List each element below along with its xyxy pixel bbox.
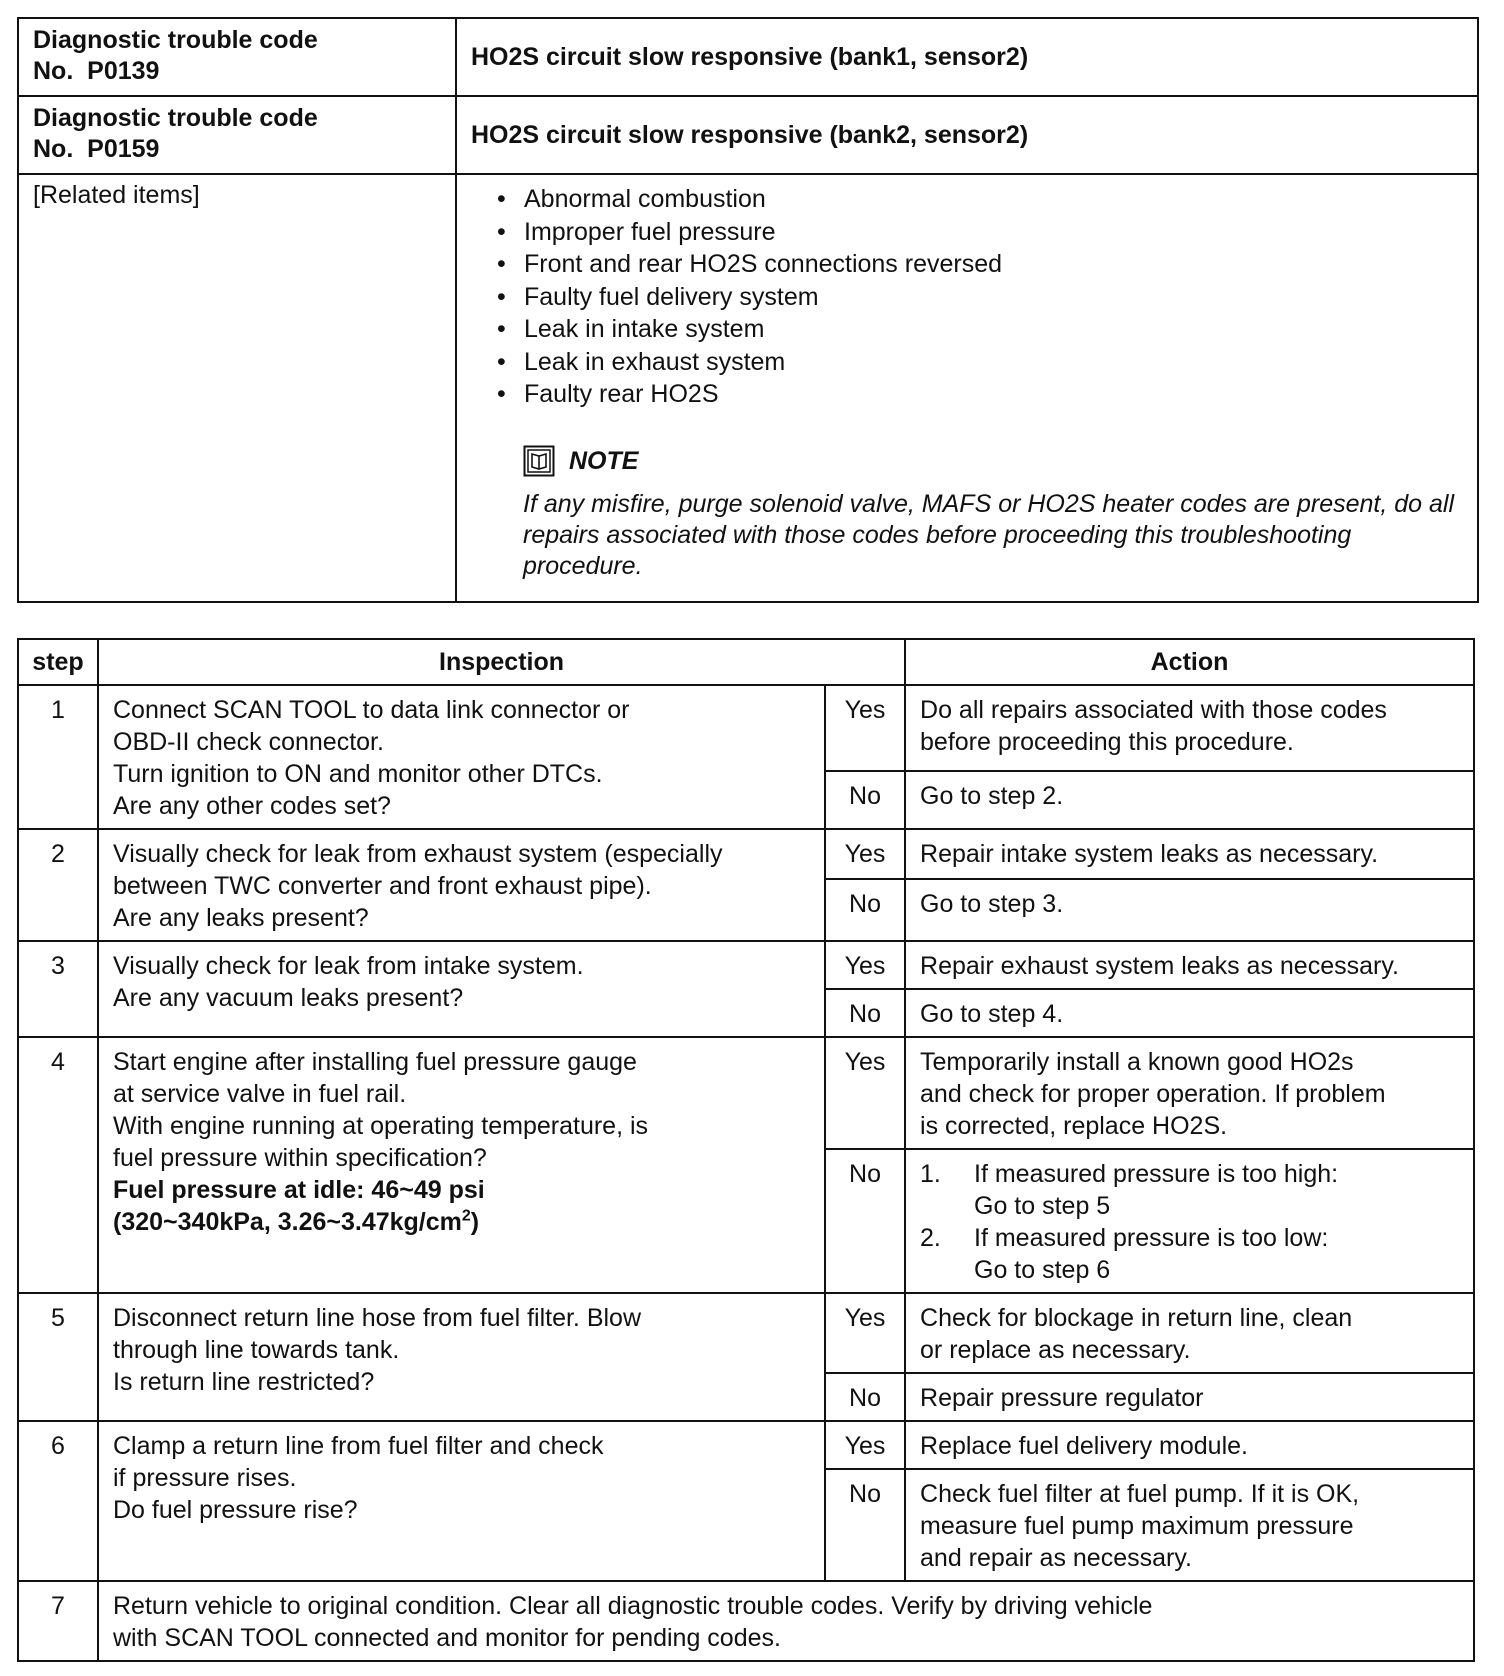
inspection-line: Do fuel pressure rise?	[113, 1496, 358, 1524]
action-line: If measured pressure is too high:	[974, 1160, 1339, 1188]
list-item	[920, 1158, 1459, 1222]
action-line: Repair intake system leaks as necessary.	[920, 840, 1379, 868]
note-title: NOTE	[569, 446, 639, 475]
list-item	[920, 1222, 1459, 1286]
dtc-code-label	[18, 96, 456, 174]
action-line: Temporarily install a known good HO2s	[920, 1048, 1354, 1076]
dtc-code-title: HO2S circuit slow responsive (bank2, sensor2)	[456, 96, 1478, 174]
related-item: • Improper fuel pressure	[495, 216, 1463, 249]
header-inspection: Inspection	[98, 639, 905, 685]
yes-action	[905, 941, 1474, 989]
inspection-line: fuel pressure within specification?	[113, 1144, 487, 1172]
step-inspection	[98, 1293, 825, 1421]
yes-label: Yes	[825, 1293, 905, 1373]
step-inspection	[98, 685, 825, 829]
action-line: or replace as necessary.	[920, 1336, 1191, 1364]
no-label: No	[825, 1373, 905, 1421]
step-inspection	[98, 941, 825, 1037]
manual-book-icon	[523, 445, 555, 477]
related-items-row	[18, 174, 1478, 602]
yes-action	[905, 1037, 1474, 1149]
dtc-header-table	[17, 17, 1479, 603]
list-item-text	[974, 1222, 1328, 1286]
step-number: 6	[18, 1421, 98, 1581]
no-label: No	[825, 1149, 905, 1293]
inspection-line: through line towards tank.	[113, 1336, 400, 1364]
header-step: step	[18, 639, 98, 685]
dtc-code-label-line1: Diagnostic trouble code	[33, 26, 318, 54]
action-line: Go to step 3.	[920, 889, 1064, 918]
spec-units-text: (320~340kPa, 3.26~3.47kg/cm	[113, 1208, 462, 1236]
dtc-code-number: No. P0139	[33, 57, 160, 85]
no-action	[905, 771, 1474, 829]
no-label: No	[825, 989, 905, 1037]
inspection-line: Are any vacuum leaks present?	[113, 984, 464, 1012]
action-line: Repair pressure regulator	[920, 1384, 1204, 1412]
inspection-line: at service valve in fuel rail.	[113, 1080, 407, 1108]
related-items-cell	[456, 174, 1478, 602]
action-line: Check for blockage in return line, clean	[920, 1304, 1353, 1332]
action-line: before proceeding this procedure.	[920, 728, 1294, 756]
step-number: 2	[18, 829, 98, 941]
note-text: If any misfire, purge solenoid valve, MAFS or HO2S heater codes are present, do all repairs associated with those codes before proceeding this troubleshooting procedure.	[523, 489, 1455, 580]
step-inspection	[98, 1421, 825, 1581]
fuel-pressure-spec-units	[113, 1206, 810, 1238]
no-action-list	[920, 1158, 1459, 1286]
related-item: • Front and rear HO2S connections reversed	[495, 248, 1463, 281]
action-line: is corrected, replace HO2S.	[920, 1112, 1228, 1140]
step-number: 4	[18, 1037, 98, 1293]
dtc-code-title: HO2S circuit slow responsive (bank1, sensor2)	[456, 18, 1478, 96]
action-line: and repair as necessary.	[920, 1544, 1192, 1572]
related-item: • Leak in exhaust system	[495, 346, 1463, 379]
fuel-pressure-spec: Fuel pressure at idle: 46~49 psi	[113, 1176, 485, 1204]
header-action: Action	[905, 639, 1474, 685]
no-action	[905, 879, 1474, 941]
related-items-list	[495, 183, 1463, 411]
yes-action	[905, 1421, 1474, 1469]
inspection-line: with SCAN TOOL connected and monitor for pending codes.	[113, 1624, 781, 1652]
no-action	[905, 989, 1474, 1037]
inspection-line: Connect SCAN TOOL to data link connector or	[113, 696, 630, 724]
list-item-number: 1.	[920, 1160, 941, 1188]
related-item: • Faulty rear HO2S	[495, 378, 1463, 411]
action-line: Repair exhaust system leaks as necessary.	[920, 952, 1399, 980]
action-line: Go to step 4.	[920, 1000, 1064, 1028]
spec-superscript: 2	[461, 1207, 471, 1225]
list-item-text	[974, 1158, 1338, 1222]
step-row-3-yes	[18, 941, 1474, 989]
step-row-5-yes	[18, 1293, 1474, 1373]
step-number: 3	[18, 941, 98, 1037]
yes-action	[905, 685, 1474, 771]
no-action	[905, 1373, 1474, 1421]
spec-close-paren: )	[470, 1208, 480, 1236]
note-header	[523, 445, 1463, 477]
related-item: • Abnormal combustion	[495, 183, 1463, 216]
inspection-line: OBD-II check connector.	[113, 728, 384, 756]
dtc-code-label	[18, 18, 456, 96]
step-number: 1	[18, 685, 98, 829]
inspection-line: Clamp a return line from fuel filter and check	[113, 1432, 604, 1460]
action-line: Check fuel filter at fuel pump. If it is OK,	[920, 1480, 1360, 1508]
action-line: Do all repairs associated with those codes	[920, 696, 1387, 724]
yes-label: Yes	[825, 1037, 905, 1149]
step-row-1-yes	[18, 685, 1474, 771]
related-item: • Leak in intake system	[495, 313, 1463, 346]
related-items-label: [Related items]	[18, 174, 456, 602]
inspection-line: Disconnect return line hose from fuel filter. Blow	[113, 1304, 642, 1332]
troubleshooting-steps-table	[17, 638, 1475, 1662]
action-line: Go to step 5	[974, 1192, 1111, 1220]
dtc-row-p0139	[18, 18, 1478, 96]
step-inspection	[98, 1581, 1474, 1661]
step-row-6-yes	[18, 1421, 1474, 1469]
yes-label: Yes	[825, 941, 905, 989]
yes-label: Yes	[825, 685, 905, 771]
step-number: 7	[18, 1581, 98, 1661]
inspection-line: Visually check for leak from exhaust system (especially	[113, 840, 723, 868]
dtc-code-label-line1: Diagnostic trouble code	[33, 104, 318, 132]
inspection-line: Return vehicle to original condition. Clear all diagnostic trouble codes. Verify by driving vehicle	[113, 1592, 1153, 1620]
action-line: Go to step 6	[974, 1256, 1111, 1284]
table-header-row	[18, 639, 1474, 685]
no-action	[905, 1469, 1474, 1581]
inspection-line: Is return line restricted?	[113, 1368, 375, 1396]
inspection-line: Are any other codes set?	[113, 792, 391, 820]
inspection-line: between TWC converter and front exhaust pipe).	[113, 872, 652, 900]
step-row-4-yes	[18, 1037, 1474, 1149]
inspection-line: if pressure rises.	[113, 1464, 297, 1492]
inspection-line: Start engine after installing fuel pressure gauge	[113, 1048, 637, 1076]
inspection-line: Turn ignition to ON and monitor other DTCs.	[113, 760, 603, 788]
dtc-row-p0159	[18, 96, 1478, 174]
action-line: Go to step 2.	[920, 781, 1064, 810]
yes-label: Yes	[825, 1421, 905, 1469]
step-inspection	[98, 829, 825, 941]
yes-action	[905, 829, 1474, 879]
yes-label: Yes	[825, 829, 905, 879]
inspection-line: With engine running at operating temperature, is	[113, 1112, 649, 1140]
dtc-code-number: No. P0159	[33, 135, 160, 163]
action-line: If measured pressure is too low:	[974, 1224, 1329, 1252]
no-action	[905, 1149, 1474, 1293]
no-label: No	[825, 879, 905, 941]
action-line: and check for proper operation. If problem	[920, 1080, 1386, 1108]
step-row-2-yes	[18, 829, 1474, 879]
inspection-line: Are any leaks present?	[113, 904, 369, 932]
action-line: measure fuel pump maximum pressure	[920, 1512, 1354, 1540]
action-line: Replace fuel delivery module.	[920, 1432, 1248, 1460]
no-label: No	[825, 771, 905, 829]
step-inspection	[98, 1037, 825, 1293]
related-item: • Faulty fuel delivery system	[495, 281, 1463, 314]
no-label: No	[825, 1469, 905, 1581]
step-row-7	[18, 1581, 1474, 1661]
list-item-number: 2.	[920, 1224, 941, 1252]
yes-action	[905, 1293, 1474, 1373]
inspection-line: Visually check for leak from intake system.	[113, 952, 584, 980]
step-number: 5	[18, 1293, 98, 1421]
